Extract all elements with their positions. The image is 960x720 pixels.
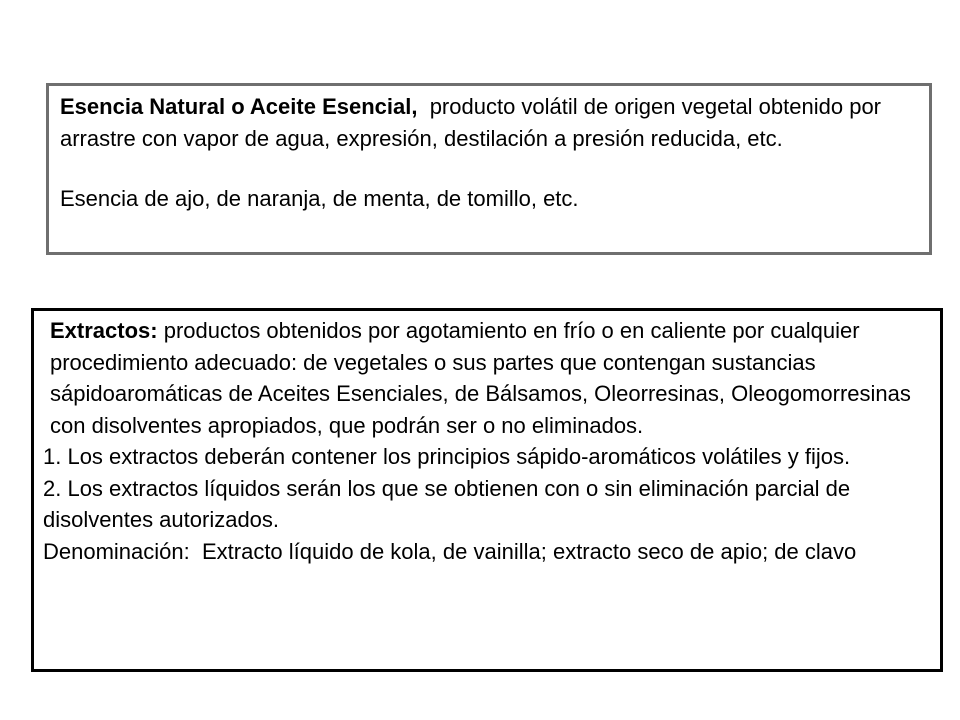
essential-oil-examples: Esencia de ajo, de naranja, de menta, de tomillo, etc.: [60, 186, 579, 211]
extracts-item-1: 1. Los extractos deberán contener los principios sápido-aromáticos volátiles y fijos.: [43, 444, 851, 469]
essential-oil-definition-box: [46, 83, 932, 255]
extracts-denomination: Denominación: Extracto líquido de kola, de vainilla; extracto seco de apio; de clavo: [43, 538, 857, 564]
paragraph-gap: [60, 155, 921, 183]
extracts-description: productos obtenidos por agotamiento en frío o en caliente por cualquier procedimiento adecuado: de vegetales o sus partes que contengan sustancias sápidoaromáticas de Aceites Esenciales, de Bálsamos, Oleorresinas, Oleogomorresinas con disolventes apropiados, que podrán ser o no eliminados.: [50, 318, 911, 438]
extracts-definition-box: [31, 308, 943, 672]
extracts-item-2: 2. Los extractos líquidos serán los que se obtienen con o sin eliminación parcial de disolventes autorizados.: [43, 475, 851, 532]
extracts-definition: [43, 315, 934, 441]
essential-oil-definition: [60, 91, 921, 155]
essential-oil-description: producto volátil de origen vegetal obtenido por arrastre con vapor de agua, expresión, destilación a presión reducida, etc.: [60, 94, 888, 151]
essential-oil-term: Esencia Natural o Aceite Esencial,: [60, 94, 418, 119]
extracts-term: Extractos:: [50, 318, 158, 343]
